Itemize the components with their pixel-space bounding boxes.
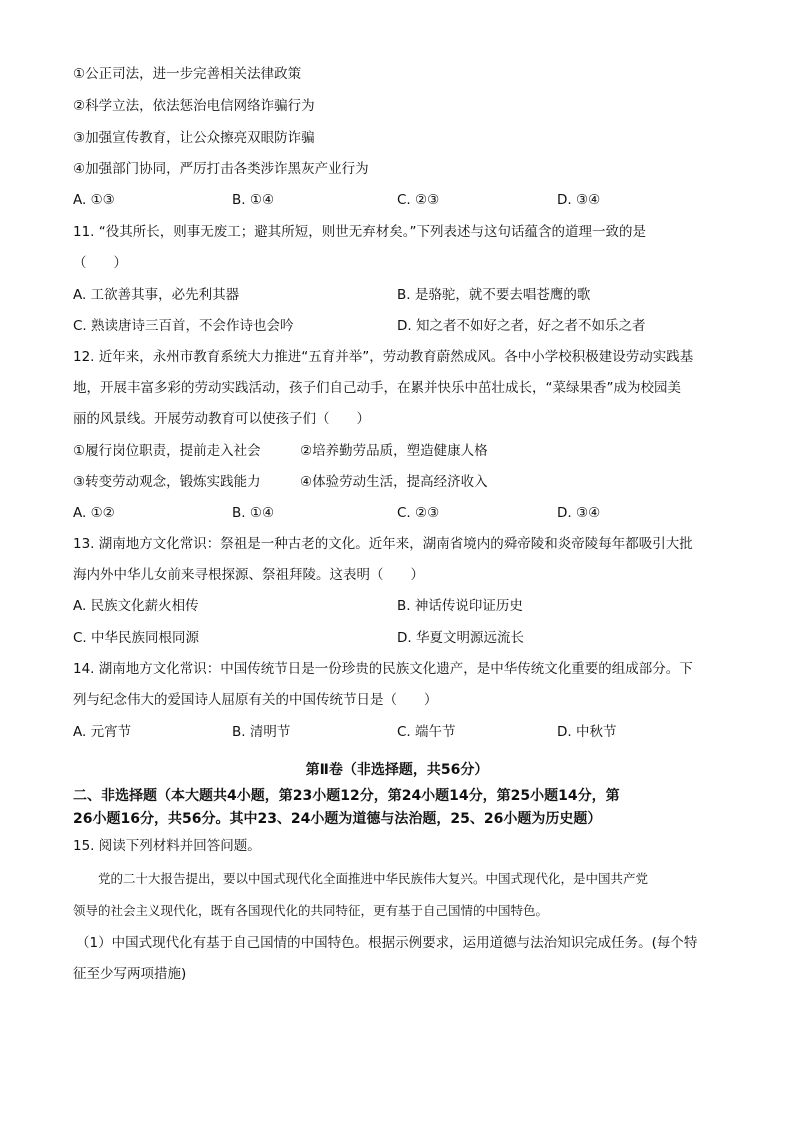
q12-stem-line-3: 丽的风景线。开展劳动教育可以使孩子们（ ） xyxy=(73,411,370,427)
q12-option-b: B. ①④ xyxy=(232,505,275,521)
q10-item-4: ④加强部门协同，严厉打击各类涉诈黑灰产业行为 xyxy=(73,161,369,177)
q10-option-d: D. ③④ xyxy=(557,192,601,208)
q15-subquestion-1-line-2: 征至少写两项措施) xyxy=(73,966,187,982)
q12-stem-line-2: 地，开展丰富多彩的劳动实践活动，孩子们自己动手，在累并快乐中茁壮成长，“菜绿果香”成为校园美 xyxy=(73,380,681,396)
q11-stem-blank: （ ） xyxy=(73,255,127,271)
q12-option-a: A. ①② xyxy=(73,505,115,521)
q12-item-3: ③转变劳动观念，锻炼实践能力 xyxy=(73,474,261,490)
q14-option-d: D. 中秋节 xyxy=(557,724,617,740)
q11-option-d: D. 知之者不如好之者，好之者不如乐之者 xyxy=(397,318,646,334)
q15-material-line-1: 党的二十大报告提出，要以中国式现代化全面推进中华民族伟大复兴。中国式现代化，是中国共产党 xyxy=(98,871,649,886)
q15-subquestion-1-line-1: （1）中国式现代化有基于自己国情的中国特色。根据示例要求，运用道德与法治知识完成任务。(每个特 xyxy=(76,935,698,951)
section-two-heading-line-1: 二、非选择题（本大题共4小题，第23小题12分，第24小题14分，第25小题14分，第 xyxy=(73,788,620,804)
q12-item-1: ①履行岗位职责，提前走入社会 xyxy=(73,443,261,459)
q11-option-a: A. 工欲善其事，必先利其器 xyxy=(73,287,240,303)
q10-option-a: A. ①③ xyxy=(73,192,115,208)
q12-item-2: ②培养勤劳品质，塑造健康人格 xyxy=(300,443,488,459)
q10-option-b: B. ①④ xyxy=(232,192,275,208)
q11-option-b: B. 是骆驼，就不要去唱苍鹰的歌 xyxy=(397,287,591,303)
q13-option-d: D. 华夏文明源远流长 xyxy=(397,630,524,646)
q10-item-1: ①公正司法，进一步完善相关法律政策 xyxy=(73,66,302,82)
q12-item-4: ④体验劳动生活，提高经济收入 xyxy=(300,474,488,490)
q12-stem-line-1: 12. 近年来，永州市教育系统大力推进“五育并举”，劳动教育蔚然成风。各中小学校积极建设劳动实践基 xyxy=(73,349,694,365)
volume-two-title: 第Ⅱ卷（非选择题，共56分） xyxy=(305,762,489,778)
q12-option-d: D. ③④ xyxy=(557,505,601,521)
q11-option-c: C. 熟读唐诗三百首，不会作诗也会吟 xyxy=(73,318,294,334)
section-two-heading-line-2: 26小题16分，共56分。其中23、24小题为道德与法治题，25、26小题为历史题） xyxy=(73,811,602,827)
q10-item-2: ②科学立法，依法惩治电信网络诈骗行为 xyxy=(73,98,315,114)
q15-stem: 15. 阅读下列材料并回答问题。 xyxy=(73,838,261,854)
q14-option-a: A. 元宵节 xyxy=(73,724,132,740)
q13-option-b: B. 神话传说印证历史 xyxy=(397,598,523,614)
q11-stem: 11. “役其所长，则事无废工；避其所短，则世无弃材矣。”下列表述与这句话蕴含的道理一致的是 xyxy=(73,224,646,240)
q13-option-a: A. 民族文化薪火相传 xyxy=(73,598,199,614)
q15-material-line-2: 领导的社会主义现代化，既有各国现代化的共同特征，更有基于自己国情的中国特色。 xyxy=(73,903,549,918)
q13-stem-line-2: 海内外中华儿女前来寻根探源、祭祖拜陵。这表明（ ） xyxy=(73,567,424,583)
q14-stem-line-1: 14. 湖南地方文化常识：中国传统节日是一份珍贵的民族文化遗产，是中华传统文化重要的组成部分。下 xyxy=(73,661,693,677)
q14-option-c: C. 端午节 xyxy=(397,724,456,740)
q14-stem-line-2: 列与纪念伟大的爱国诗人屈原有关的中国传统节日是（ ） xyxy=(73,692,438,708)
q13-stem-line-1: 13. 湖南地方文化常识：祭祖是一种古老的文化。近年来，湖南省境内的舜帝陵和炎帝陵每年都吸引大批 xyxy=(73,536,693,552)
q10-item-3: ③加强宣传教育，让公众擦亮双眼防诈骗 xyxy=(73,130,315,146)
q12-option-c: C. ②③ xyxy=(397,505,440,521)
q13-option-c: C. 中华民族同根同源 xyxy=(73,630,200,646)
q14-option-b: B. 清明节 xyxy=(232,724,291,740)
q10-option-c: C. ②③ xyxy=(397,192,440,208)
